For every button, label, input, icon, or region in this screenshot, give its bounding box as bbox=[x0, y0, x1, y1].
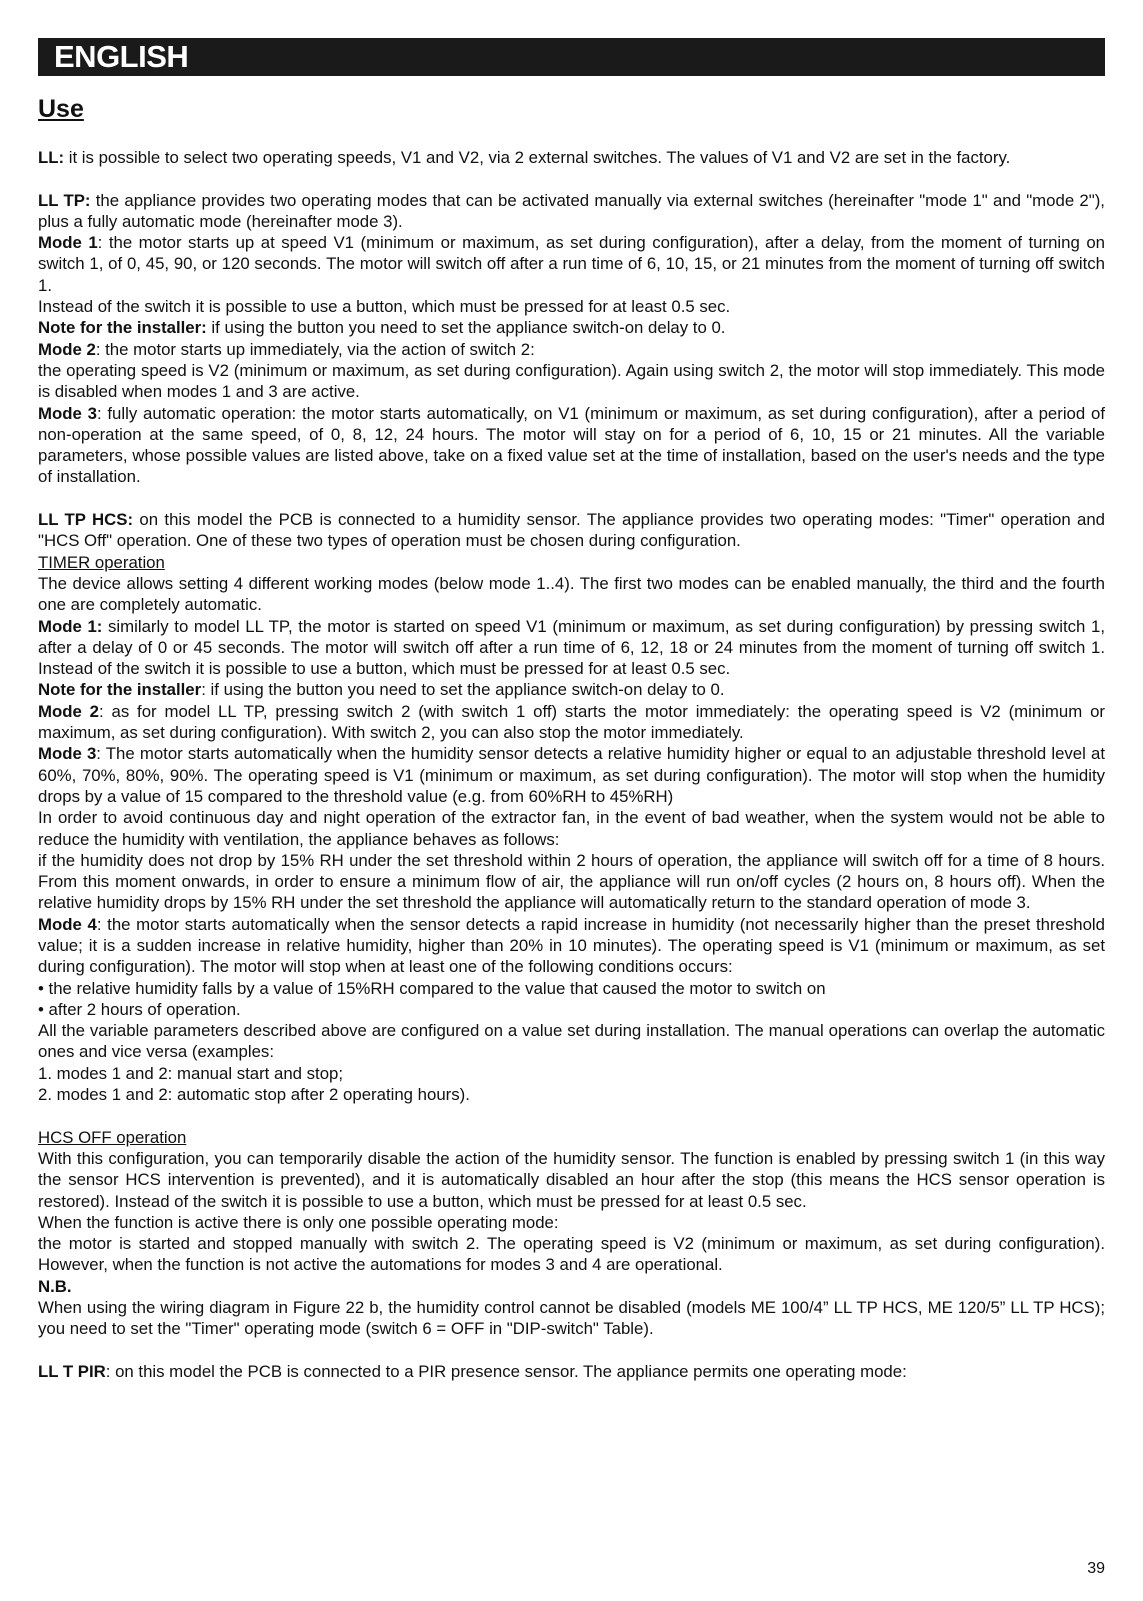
lltp-mode1-text: : the motor starts up at speed V1 (minimum or maximum, as set during configuration), after a delay, from the moment of turning on switch 1, of 0, 45, 90, or 120 seconds. The motor will switch off after a run time of 6, 10, 15, or 21 minutes from the moment of turning off switch 1. bbox=[38, 233, 1105, 295]
lltphcs-intro-text: on this model the PCB is connected to a humidity sensor. The appliance provides two operating modes: "Timer" operation and "HCS Off" operation. One of these two types of operation must be chosen during configuration. bbox=[38, 510, 1105, 551]
hcs-off-manual-text: the motor is started and stopped manually with switch 2. The operating speed is V2 (minimum or maximum, as set during configuration). However, when the function is not active the automations for modes 3 and 4 are operational. bbox=[38, 1234, 1105, 1275]
hcs-mode3-label: Mode 3 bbox=[38, 744, 97, 764]
hcs-avoid-text: In order to avoid continuous day and night operation of the extractor fan, in the event of bad weather, when the system would not be able to reduce the humidity with ventilation, the appliance behaves as follows: bbox=[38, 808, 1105, 849]
language-banner: ENGLISH bbox=[38, 38, 1105, 76]
timer-intro: The device allows setting 4 different working modes (below mode 1..4). The first two modes can be enabled manually, the third and the fourth one are completely automatic. bbox=[38, 573, 1105, 615]
hcs-mode2 bbox=[38, 701, 1105, 744]
nb-text: When using the wiring diagram in Figure 22 b, the humidity control cannot be disabled (models ME 100/4” LL TP HCS, ME 120/5” LL TP HCS); you need to set the "Timer" operating mode (switch 6 = OFF in "DIP-switch" Table). bbox=[38, 1298, 1105, 1339]
nb-label-text: N.B. bbox=[38, 1276, 72, 1296]
lltphcs-label: LL TP HCS: bbox=[38, 510, 134, 530]
lltp-label: LL TP: bbox=[38, 190, 91, 210]
nb-label bbox=[38, 1276, 1105, 1297]
hcs-mode4 bbox=[38, 914, 1105, 978]
hcs-mode3-text: : The motor starts automatically when the humidity sensor detects a relative humidity higher or equal to an adjustable threshold level at 60%, 70%, 80%, 90%. The operating speed is V1 (minimum or maximum, as set during configuration). The motor will stop when the humidity drops by a value of 15 compared to the threshold value (e.g. from 60%RH to 45%RH) bbox=[38, 744, 1105, 806]
lltpir-paragraph bbox=[38, 1361, 1105, 1382]
hcs-off-active-text: When the function is active there is only one possible operating mode: bbox=[38, 1212, 559, 1232]
hcs-mode4-label: Mode 4 bbox=[38, 914, 97, 934]
timer-operation-heading: TIMER operation bbox=[38, 552, 165, 572]
lltp-intro bbox=[38, 190, 1105, 233]
hcs-note-text: : if using the button you need to set the appliance switch-on delay to 0. bbox=[201, 680, 725, 700]
hcs-mode1-label: Mode 1: bbox=[38, 616, 103, 636]
hcs-mode4-text: : the motor starts automatically when the sensor detects a rapid increase in humidity (not necessarily higher than the preset threshold value; it is a sudden increase in relative humidity, higher than 20% in 10 minutes). The operating speed is V1 (minimum or maximum, as set during configuration). The motor will stop when at least one of the following conditions occurs: bbox=[38, 914, 1105, 977]
hcs-mode3 bbox=[38, 743, 1105, 807]
hcs-example-1: 1. modes 1 and 2: manual start and stop; bbox=[38, 1063, 344, 1083]
hcs-mode1-text: similarly to model LL TP, the motor is started on speed V1 (minimum or maximum, as set during configuration) by pressing switch 1, after a delay of 0 or 45 seconds. The motor will switch off after a run time of 6, 12, 18 or 24 minutes from the moment of turning off switch 1. Instead of the switch it is possible to use a button, which must be pressed for at least 0.5 sec. bbox=[38, 616, 1105, 679]
lltpir-text: : on this model the PCB is connected to a PIR presence sensor. The appliance permits one operating mode: bbox=[105, 1361, 907, 1381]
lltp-note bbox=[38, 317, 1105, 338]
ll-text: it is possible to select two operating speeds, V1 and V2, via 2 external switches. The values of V1 and V2 are set in the factory. bbox=[64, 148, 1011, 167]
lltp-note-text: if using the button you need to set the appliance switch-on delay to 0. bbox=[206, 318, 726, 338]
hcs-off-text: With this configuration, you can temporarily disable the action of the humidity sensor. The function is enabled by pressing switch 1 (in this way the sensor HCS intervention is prevented), and it is automatically disabled an hour after the stop (this means the HCS sensor operation is restored). Instead of the switch it is possible to use a button, which must be pressed for at least 0.5 sec. bbox=[38, 1148, 1105, 1211]
ll-paragraph bbox=[38, 147, 1105, 168]
lltp-mode2-label: Mode 2 bbox=[38, 339, 96, 359]
hcs-mode2-text: : as for model LL TP, pressing switch 2 (with switch 1 off) starts the motor immediately: the operating speed is V2 (minimum or maximum, as set during configuration). With switch 2, you can also stop the motor immediately. bbox=[38, 701, 1105, 743]
lltp-mode2-detail: the operating speed is V2 (minimum or maximum, as set during configuration). Again using switch 2, the motor will stop immediately. This mode is disabled when modes 1 and 3 are active. bbox=[38, 360, 1105, 402]
lltp-mode3 bbox=[38, 403, 1105, 488]
hcs-cycle-text: if the humidity does not drop by 15% RH under the set threshold within 2 hours of operation, the appliance will switch off for a time of 8 hours. From this moment onwards, in order to ensure a minimum flow of air, the appliance will run on/off cycles (2 hours on, 8 hours off). When the relative humidity drops by 15% RH under the set threshold the appliance will automatically return to the standard operation of mode 3. bbox=[38, 850, 1105, 913]
lltp-mode2 bbox=[38, 339, 1105, 360]
lltphcs-intro bbox=[38, 509, 1105, 552]
lltp-intro-text: the appliance provides two operating modes that can be activated manually via external switches (hereinafter "mode 1" and "mode 2"), plus a fully automatic mode (hereinafter mode 3). bbox=[38, 190, 1105, 231]
lltp-note-label: Note for the installer: bbox=[38, 318, 207, 338]
lltp-mode1-label: Mode 1 bbox=[38, 233, 98, 253]
hcs-mode1 bbox=[38, 616, 1105, 680]
lltp-mode1 bbox=[38, 232, 1105, 296]
page-number: 39 bbox=[1087, 1560, 1105, 1577]
document-body bbox=[38, 147, 1105, 1382]
hcs-params-text: All the variable parameters described above are configured on a value set during installation. The manual operations can overlap the automatic ones and vice versa (examples: bbox=[38, 1021, 1105, 1062]
hcs-bullet-2: • after 2 hours of operation. bbox=[38, 999, 241, 1019]
ll-label: LL: bbox=[38, 148, 65, 167]
hcs-example-2: 2. modes 1 and 2: automatic stop after 2 operating hours). bbox=[38, 1085, 470, 1105]
section-title: Use bbox=[38, 95, 84, 123]
hcs-note-label: Note for the installer bbox=[38, 680, 202, 700]
hcs-bullet-1: • the relative humidity falls by a value of 15%RH compared to the value that caused the motor to switch on bbox=[38, 978, 826, 998]
lltp-mode3-text: : fully automatic operation: the motor starts automatically, on V1 (minimum or maximum, as set during configuration), after a period of non-operation at the same speed, of 0, 8, 12, 24 hours. The motor will stay on for a period of 6, 10, 15 or 21 minutes. All the variable parameters, whose possible values are listed above, take on a fixed value set at the time of installation, based on the user's needs and the type of installation. bbox=[38, 403, 1105, 487]
hcs-mode2-label: Mode 2 bbox=[38, 701, 99, 721]
hcs-off-heading: HCS OFF operation bbox=[38, 1127, 187, 1147]
lltp-mode3-label: Mode 3 bbox=[38, 403, 97, 423]
lltpir-label: LL T PIR bbox=[38, 1361, 106, 1381]
lltp-button-text: Instead of the switch it is possible to use a button, which must be pressed for at least 0.5 sec. bbox=[38, 297, 731, 317]
hcs-note bbox=[38, 679, 1105, 700]
lltp-mode2-text: : the motor starts up immediately, via the action of switch 2: bbox=[95, 339, 535, 359]
